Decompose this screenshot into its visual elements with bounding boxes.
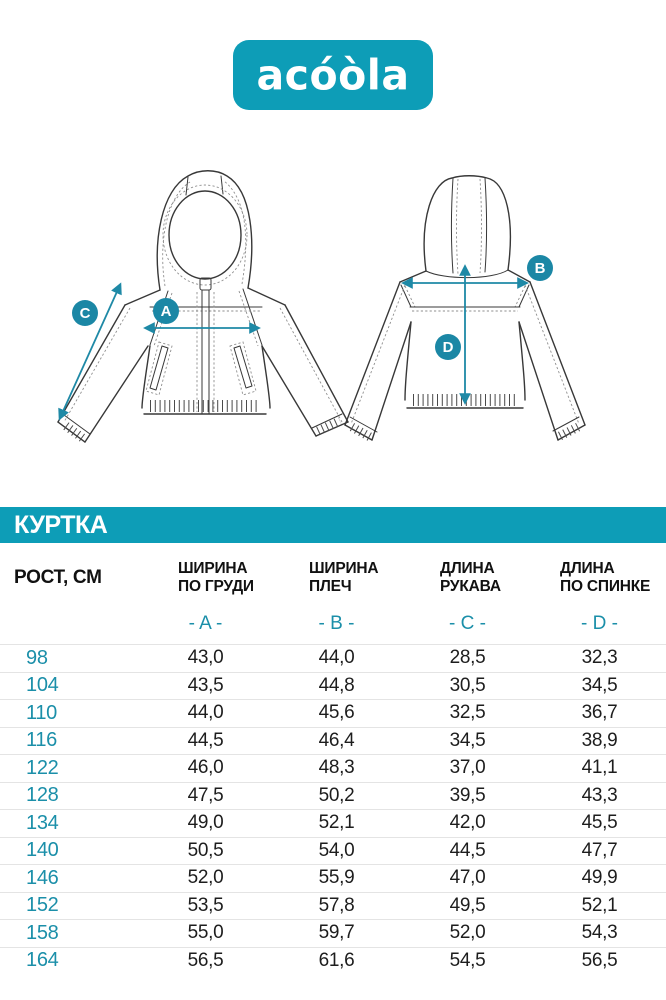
table-row [0, 644, 666, 672]
height-value: 134 [26, 811, 59, 834]
measure-label-d [435, 334, 461, 360]
height-value: 122 [26, 756, 59, 779]
column-letter-d: - D - [581, 613, 618, 634]
sleeve-length-value: 32,5 [449, 702, 486, 724]
product-title-band [0, 507, 666, 543]
shoulder-width-value: 46,4 [318, 729, 355, 751]
back-length-value: 47,7 [581, 839, 618, 861]
chest-width-value: 43,0 [187, 647, 224, 669]
column-letter-c: - C - [449, 613, 486, 634]
height-value: 164 [26, 949, 59, 972]
height-value: 110 [26, 701, 57, 724]
column-header-sleeve-length: ДЛИНА РУКАВА [440, 559, 501, 595]
table-row [0, 754, 666, 782]
table-body [0, 644, 666, 974]
column-letter-row [0, 604, 666, 644]
back-length-value: 41,1 [581, 757, 618, 779]
back-length-value: 45,5 [581, 812, 618, 834]
chest-width-value: 56,5 [187, 949, 224, 971]
product-title: КУРТКА [14, 510, 108, 539]
sleeve-length-value: 28,5 [449, 647, 486, 669]
measure-label-a [153, 298, 179, 324]
column-header-shoulder-width: ШИРИНА ПЛЕЧ [309, 559, 379, 595]
shoulder-width-value: 48,3 [318, 757, 355, 779]
chest-width-value: 53,5 [187, 894, 224, 916]
svg-text:C: C [79, 305, 91, 322]
back-length-value: 54,3 [581, 922, 618, 944]
height-value: 152 [26, 894, 59, 917]
height-value: 104 [26, 674, 59, 697]
sleeve-length-value: 54,5 [449, 949, 486, 971]
sleeve-length-value: 42,0 [449, 812, 486, 834]
chest-width-value: 55,0 [187, 922, 224, 944]
column-header-chest-width: ШИРИНА ПО ГРУДИ [178, 559, 254, 595]
jacket-front-view [58, 171, 348, 442]
shoulder-width-value: 59,7 [318, 922, 355, 944]
svg-text:D: D [442, 339, 454, 356]
brand-logo [233, 40, 433, 110]
chest-width-value: 47,5 [187, 784, 224, 806]
sleeve-length-value: 49,5 [449, 894, 486, 916]
chest-width-value: 50,5 [187, 839, 224, 861]
table-row [0, 864, 666, 892]
shoulder-width-value: 61,6 [318, 949, 355, 971]
size-table [0, 552, 666, 974]
table-row [0, 837, 666, 865]
table-row [0, 947, 666, 975]
back-length-value: 56,5 [581, 949, 618, 971]
back-length-value: 38,9 [581, 729, 618, 751]
back-length-value: 32,3 [581, 647, 618, 669]
shoulder-width-value: 54,0 [318, 839, 355, 861]
sleeve-length-value: 30,5 [449, 674, 486, 696]
sleeve-length-value: 37,0 [449, 757, 486, 779]
height-value: 146 [26, 866, 59, 889]
shoulder-width-value: 50,2 [318, 784, 355, 806]
height-value: 98 [26, 646, 48, 669]
table-row [0, 672, 666, 700]
shoulder-width-value: 57,8 [318, 894, 355, 916]
sleeve-length-value: 34,5 [449, 729, 486, 751]
chest-width-value: 49,0 [187, 812, 224, 834]
sleeve-length-value: 52,0 [449, 922, 486, 944]
back-length-value: 49,9 [581, 867, 618, 889]
shoulder-width-value: 44,8 [318, 674, 355, 696]
back-length-value: 52,1 [581, 894, 618, 916]
table-header-row [0, 552, 666, 604]
jacket-measurement-diagram [0, 150, 666, 460]
back-length-value: 43,3 [581, 784, 618, 806]
height-value: 158 [26, 921, 59, 944]
column-letter-a: - A - [188, 613, 223, 634]
measure-label-c [72, 300, 98, 326]
chest-width-value: 44,0 [187, 702, 224, 724]
height-value: 140 [26, 839, 59, 862]
svg-text:A: A [160, 303, 172, 320]
chest-width-value: 43,5 [187, 674, 224, 696]
chest-width-value: 52,0 [187, 867, 224, 889]
sleeve-length-value: 44,5 [449, 839, 486, 861]
chest-width-value: 44,5 [187, 729, 224, 751]
shoulder-width-value: 44,0 [318, 647, 355, 669]
column-header-back-length: ДЛИНА ПО СПИНКЕ [560, 559, 651, 595]
shoulder-width-value: 55,9 [318, 867, 355, 889]
brand-logo-text: acóòla [256, 50, 410, 100]
row-axis-label: РОСТ, СМ [14, 567, 102, 588]
chest-width-value: 46,0 [187, 757, 224, 779]
shoulder-width-value: 52,1 [318, 812, 355, 834]
table-row [0, 699, 666, 727]
svg-text:B: B [534, 260, 546, 277]
table-row [0, 919, 666, 947]
measure-label-b [527, 255, 553, 281]
sleeve-length-value: 39,5 [449, 784, 486, 806]
height-value: 116 [26, 729, 57, 752]
shoulder-width-value: 45,6 [318, 702, 355, 724]
sleeve-length-value: 47,0 [449, 867, 486, 889]
table-row [0, 782, 666, 810]
height-value: 128 [26, 784, 59, 807]
table-row [0, 892, 666, 920]
table-row [0, 809, 666, 837]
column-letter-b: - B - [318, 613, 355, 634]
back-length-value: 36,7 [581, 702, 618, 724]
table-row [0, 727, 666, 755]
back-length-value: 34,5 [581, 674, 618, 696]
